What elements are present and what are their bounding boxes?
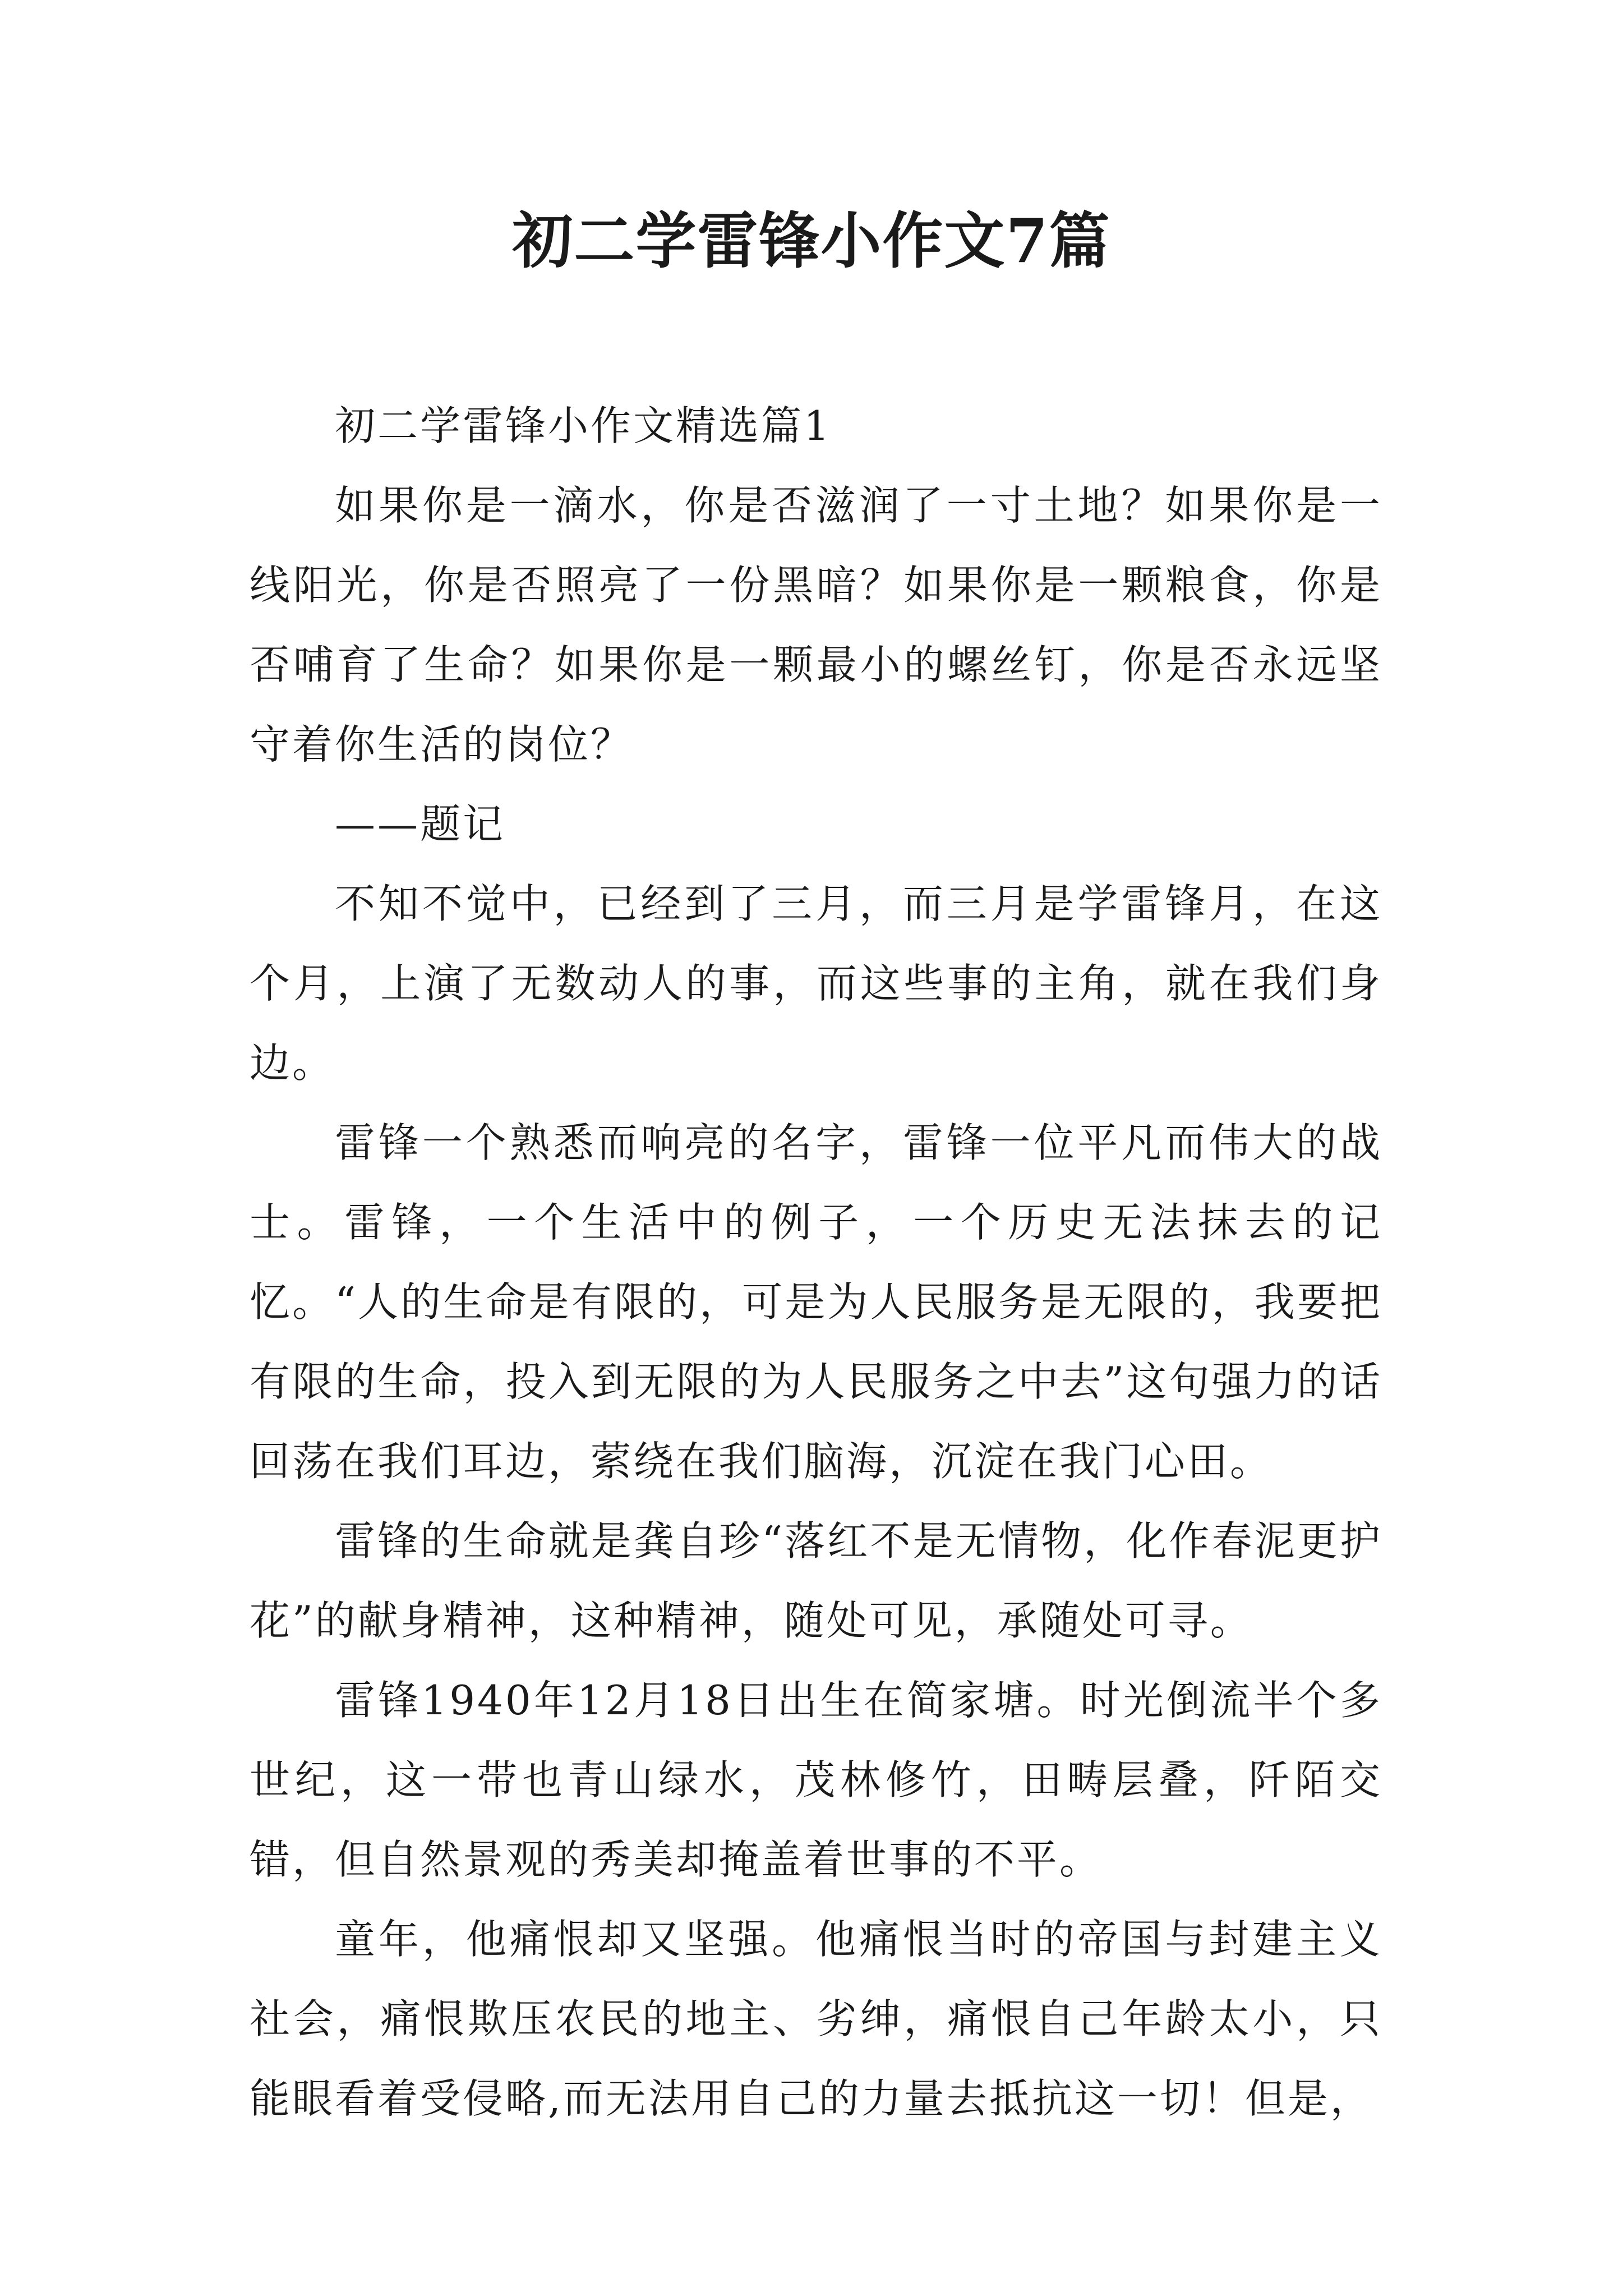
document-body: [250, 386, 1382, 2138]
paragraph: 童年，他痛恨却又坚强。他痛恨当时的帝国与封建主义社会，痛恨欺压农民的地主、劣绅，痛恨自己年龄太小，只能眼看着受侵略,而无法用自己的力量去抵抗这一切！但是，: [250, 1916, 1382, 2122]
section-heading: 初二学雷锋小作文精选篇1: [335, 402, 832, 449]
paragraph: 雷锋一个熟悉而响亮的名字，雷锋一位平凡而伟大的战士。雷锋，一个生活中的例子，一个历史无法抹去的记忆。“人的生命是有限的，可是为人民服务是无限的，我要把有限的生命，投入到无限的为人民服务之中去”这句强力的话回荡在我们耳边，萦绕在我们脑海，沉淀在我门心田。: [250, 1119, 1382, 1485]
paragraph: 不知不觉中，已经到了三月，而三月是学雷锋月，在这个月，上演了无数动人的事，而这些事的主角，就在我们身边。: [250, 880, 1382, 1087]
paragraph: 雷锋的生命就是龚自珍“落红不是无情物，化作春泥更护花”的献身精神，这种精神，随处可见，承随处可寻。: [250, 1517, 1382, 1644]
document-title: 初二学雷锋小作文7篇: [512, 206, 1111, 277]
epigraph-attribution: ——题记: [335, 800, 506, 848]
paragraph: 雷锋1940年12月18日出生在简家塘。时光倒流半个多世纪，这一带也青山绿水，茂林修竹，田畴层叠，阡陌交错，但自然景观的秀美却掩盖着世事的不平。: [250, 1677, 1382, 1883]
paragraph: 如果你是一滴水，你是否滋润了一寸土地？如果你是一线阳光，你是否照亮了一份黑暗？如果你是一颗粮食，你是否哺育了生命？如果你是一颗最小的螺丝钉，你是否永远坚守着你生活的岗位？: [250, 482, 1382, 768]
